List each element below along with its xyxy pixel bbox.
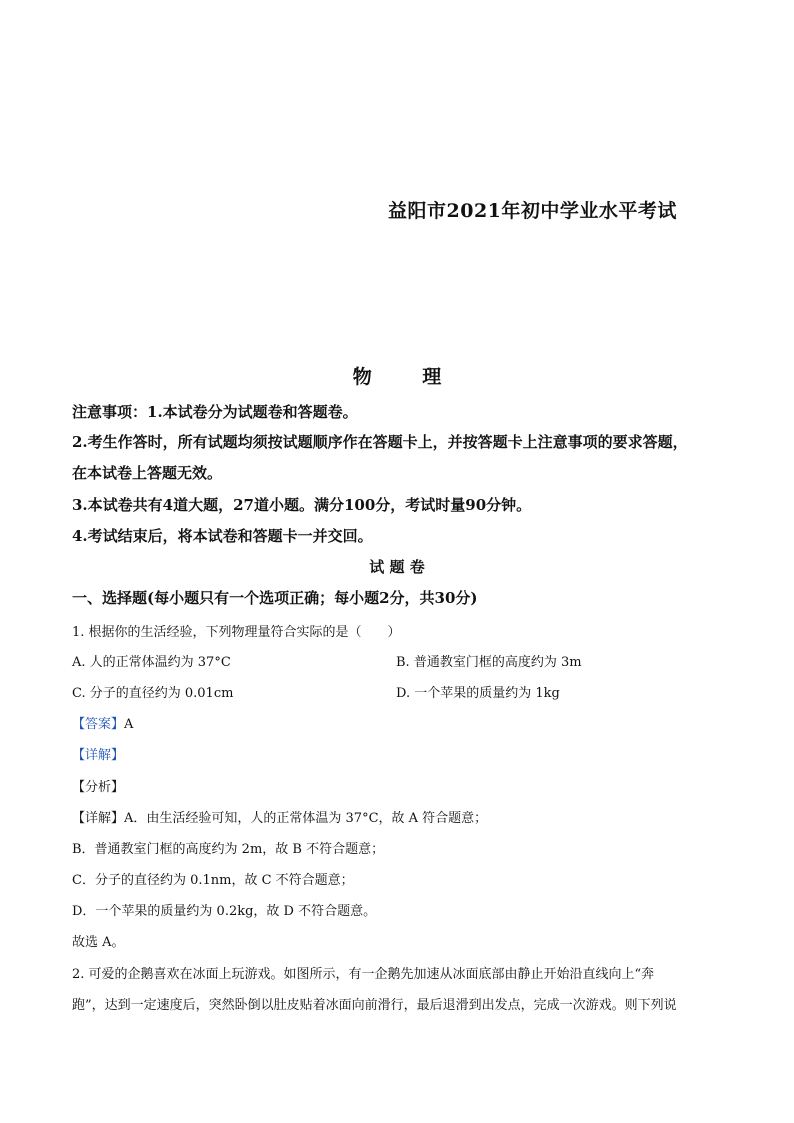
section-heading: 一、选择题(每小题只有一个选项正确；每小题2分，共30分) xyxy=(72,589,478,607)
answer-tag: 【答案】 xyxy=(72,717,125,732)
explanation-c: C．分子的直径约为 0.1nm，故 C 不符合题意； xyxy=(72,873,354,888)
notice-line-1: 注意事项：1.本试卷分为试题卷和答题卷。 xyxy=(72,403,358,421)
question-1-option-d: D. 一个苹果的质量约为 1kg xyxy=(396,686,560,701)
answer-value: A xyxy=(124,717,134,732)
question-2-line-2: 跑”，达到一定速度后，突然卧倒以肚皮贴着冰面向前滑行，最后退滑到出发点，完成一次游戏。则下列说 xyxy=(72,998,677,1013)
analysis-tag: 【分析】 xyxy=(72,780,125,795)
explanation-a-text: A．由生活经验可知，人的正常体温为 37°C，故 A 符合题意； xyxy=(124,811,488,826)
exam-title: 益阳市2021年初中学业水平考试 xyxy=(388,200,677,222)
question-2-line-1: 2. 可爱的企鹅喜欢在冰面上玩游戏。如图所示，有一企鹅先加速从冰面底部由静止开始沿直线向上“奔 xyxy=(72,967,655,982)
explanation-d: D．一个苹果的质量约为 0.2kg，故 D 不符合题意。 xyxy=(72,904,377,919)
subject-title: 物 理 xyxy=(352,366,464,388)
explanation-tag: 【详解】 xyxy=(72,811,125,826)
notice-line-3: 3.本试卷共有4道大题，27道小题。满分100分，考试时量90分钟。 xyxy=(72,496,532,514)
detail-tag: 【详解】 xyxy=(72,748,125,763)
question-1-stem: 1. 根据你的生活经验，下列物理量符合实际的是（ ） xyxy=(72,625,401,640)
conclusion: 故选 A。 xyxy=(72,935,125,950)
answer-line xyxy=(72,713,133,732)
explanation-b: B．普通教室门框的高度约为 2m，故 B 不符合题意； xyxy=(72,842,385,857)
notice-line-2b: 在本试卷上答题无效。 xyxy=(72,464,223,482)
paper-title: 试 题 卷 xyxy=(369,558,425,576)
question-1-option-a: A. 人的正常体温约为 37°C xyxy=(72,655,231,670)
notice-line-2a: 2.考生作答时，所有试题均须按试题顺序作在答题卡上，并按答题卡上注意事项的要求答题， xyxy=(72,433,688,451)
explanation-a xyxy=(72,807,487,826)
question-1-option-b: B. 普通教室门框的高度约为 3m xyxy=(396,655,582,670)
notice-line-4: 4.考试结束后，将本试卷和答题卡一并交回。 xyxy=(72,527,373,545)
question-1-option-c: C. 分子的直径约为 0.01cm xyxy=(72,686,234,701)
